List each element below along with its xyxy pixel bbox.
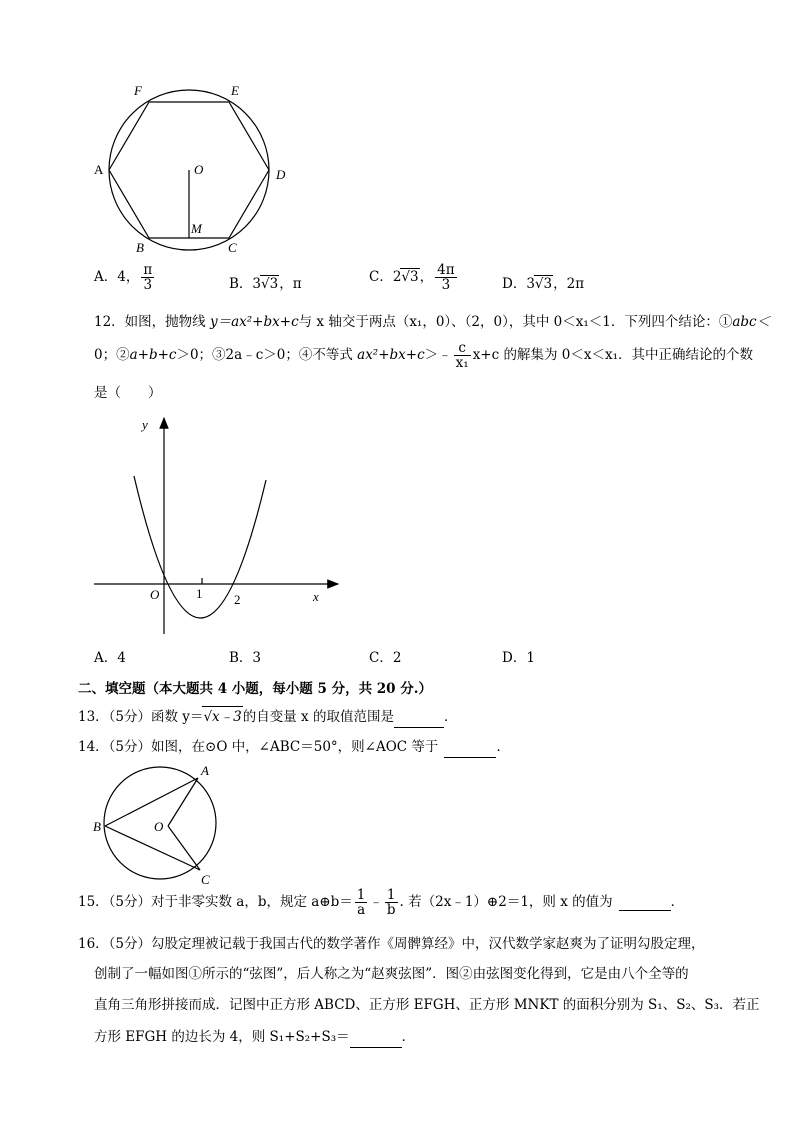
y-axis-label: y — [142, 417, 148, 432]
question-13: 13．（5分）函数 y＝√x﹣3的自变量 x 的取值范围是 ． — [78, 706, 457, 728]
q12-option-c: C．2 — [369, 650, 402, 666]
label-b: B — [136, 240, 144, 255]
q12-line-2: 0；②a+b+c＞0；③2a﹣c＞0；④不等式 ax²+bx+c＞﹣ $\frac{c}{\text{x₁}}$ x+c 的解集为 0＜x＜x₁．其中正确结论的个数 — [94, 340, 753, 372]
hexagon-circle-figure — [80, 78, 300, 258]
answer-blank-16[interactable] — [350, 1027, 402, 1048]
q12-line-3: 是（ ） — [94, 385, 162, 401]
sqrt-3: √3 — [401, 269, 419, 286]
label-c: C — [228, 240, 237, 255]
label-e: E — [231, 83, 239, 98]
chord-bc — [105, 826, 200, 870]
fraction-4pi-over-3: $\frac{4\pi}{3}$ — [437, 262, 455, 294]
label-o: O — [194, 162, 204, 177]
x-axis-label: x — [313, 589, 319, 604]
section-title-fill-in: 二、填空题（本大题共 4 小题，每小题 5 分，共 20 分.） — [78, 681, 432, 697]
label-o: O — [154, 819, 164, 834]
tick-label-2: 2 — [234, 592, 241, 607]
q12-line-1: 12．如图，抛物线 y＝ax²+bx+c与 x 轴交于两点（x₁，0）、（2，0），其中 0＜x₁＜1．下列四个结论：①abc＜ — [94, 314, 771, 330]
origin-label: O — [150, 587, 160, 602]
label-m: M — [191, 221, 202, 236]
answer-blank-15[interactable] — [619, 894, 671, 911]
label-a: A — [201, 763, 209, 778]
circle-angle-figure — [90, 760, 230, 890]
q12-option-d: D．1 — [502, 650, 535, 666]
sqrt-expression: √x﹣3 — [202, 706, 242, 727]
q11-option-b: B．3√3，π — [229, 276, 302, 292]
label-f: F — [134, 83, 142, 98]
tick-label-1: 1 — [196, 586, 203, 601]
q12-option-b: B．3 — [229, 650, 262, 666]
answer-blank-14[interactable] — [444, 737, 496, 758]
label-a: A — [94, 162, 104, 177]
parabola-figure — [88, 412, 348, 640]
label-b: B — [93, 819, 101, 834]
q11-option-a: A．4， $\frac{\pi}{3}$ — [94, 262, 153, 294]
label-d: D — [276, 167, 286, 182]
sqrt-3: √3 — [534, 276, 553, 292]
q11-option-d: D．3√3，2π — [502, 276, 585, 292]
fraction-pi-over-3: $\frac{\pi}{3}$ — [143, 262, 153, 294]
q12-option-a: A．4 — [94, 650, 126, 666]
q11-option-c: C．2√3， $\frac{4\pi}{3}$ — [369, 262, 455, 294]
radius-oc — [168, 826, 200, 870]
sqrt-3: √3 — [261, 276, 279, 292]
question-16-line-3: 直角三角形拼接而成．记图中正方形 ABCD、正方形 EFGH、正方形 MNKT 的面积分别为 S₁、S₂、S₃．若正 — [94, 997, 760, 1013]
question-16-line-2: 创制了一幅如图①所示的“弦图”，后人称之为“赵爽弦图”．图②由弦图变化得到，它是由八个全等的 — [94, 966, 689, 982]
fraction-c-over-x1: $\frac{c}{\text{x₁}}$ — [455, 340, 469, 372]
label-c: C — [201, 872, 210, 887]
question-15: 15．（5分）对于非零实数 a，b，规定 a⊕b＝ $\frac{1}{a}$ ﹣ $\frac{1}{b}$ . 若（2x﹣1）⊕2＝1，则 x 的值为 ． — [78, 887, 685, 919]
question-14: 14．（5分）如图，在⊙O 中，∠ABC＝50°，则∠AOC 等于 ． — [78, 737, 510, 758]
fraction-1-over-b: $\frac{1}{b}$ — [386, 887, 396, 919]
fraction-1-over-a: $\frac{1}{a}$ — [356, 887, 366, 919]
question-16-line-1: 16．（5分）勾股定理被记载于我国古代的数学著作《周髀算经》中，汉代数学家赵爽为了证明勾股定理， — [78, 936, 705, 952]
answer-blank-13[interactable] — [394, 707, 444, 728]
question-16-line-4: 方形 EFGH 的边长为 4，则 S₁+S₂+S₃＝ ． — [94, 1027, 415, 1048]
